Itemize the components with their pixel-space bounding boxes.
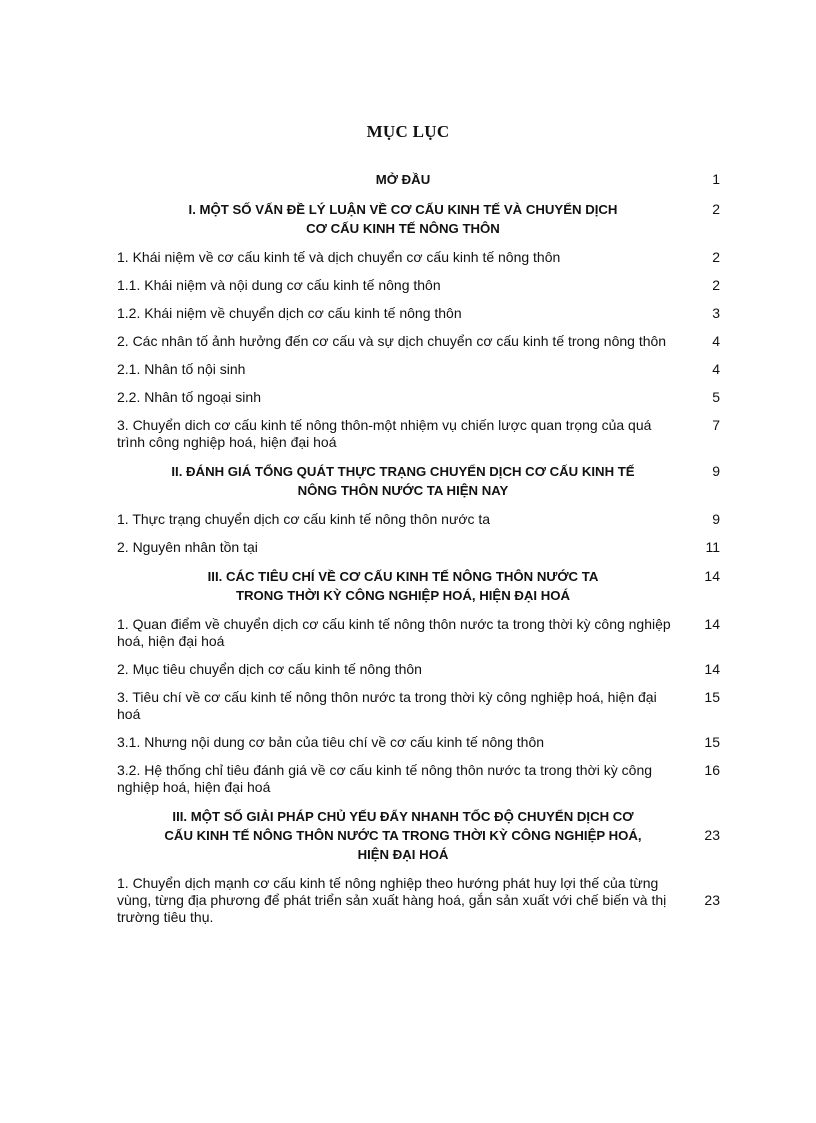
toc-entry-text: 1. Thực trạng chuyển dịch cơ cấu kinh tế nông thôn nước ta xyxy=(117,511,491,527)
toc-entry[interactable] xyxy=(117,807,732,864)
toc-heading-line: III. CÁC TIÊU CHÍ VỀ CƠ CẤU KINH TẾ NÔNG THÔN NƯỚC TA xyxy=(207,569,599,584)
page-title: MỤC LỤC xyxy=(366,122,450,141)
toc-entry-text: 1.2. Khái niệm về chuyển dịch cơ cấu kinh tế nông thôn xyxy=(117,305,462,321)
toc-entry-text: 3. Chuyển dich cơ cấu kinh tế nông thôn-một nhiệm vụ chiến lược quan trọng của quá trình công nghiệp hoá, hiện đại hoá xyxy=(117,417,652,450)
toc-entry[interactable] xyxy=(117,462,732,500)
toc-entry-text: MỞ ĐẦU xyxy=(375,172,431,187)
toc-heading-line: III. MỘT SỐ GIẢI PHÁP CHỦ YẾU ĐẨY NHANH TỐC ĐỘ CHUYỂN DỊCH CƠ xyxy=(172,809,634,824)
toc-entry[interactable] xyxy=(117,170,732,189)
toc-entry[interactable] xyxy=(117,277,732,294)
toc-entry-page: 16 xyxy=(704,762,720,778)
toc-entry-page: 15 xyxy=(704,689,720,705)
toc-entry-text: 3.2. Hệ thống chỉ tiêu đánh giá về cơ cấu kinh tế nông thôn nước ta trong thời kỳ công nghiệp hoá, hiện đại hoá xyxy=(117,762,653,795)
toc-entry-page: 23 xyxy=(704,892,720,908)
toc-entry[interactable] xyxy=(117,875,732,926)
toc-entry-page: 2 xyxy=(712,249,720,265)
toc-entry-page: 23 xyxy=(704,827,720,843)
toc-entry-text xyxy=(117,462,677,500)
toc-entry-text xyxy=(117,567,677,605)
toc-heading-line: CẤU KINH TẾ NÔNG THÔN NƯỚC TA TRONG THỜI KỲ CÔNG NGHIỆP HOÁ, xyxy=(164,828,642,843)
toc-entry-text: 2. Các nhân tố ảnh hưởng đến cơ cấu và sự dịch chuyển cơ cấu kinh tế trong nông thôn xyxy=(117,333,667,349)
toc-entry-page: 5 xyxy=(712,389,720,405)
toc-entry-page: 15 xyxy=(704,734,720,750)
toc-entry-page: 1 xyxy=(712,171,720,187)
toc-entry[interactable] xyxy=(117,762,732,796)
toc-entry[interactable] xyxy=(117,734,732,751)
toc-entry[interactable] xyxy=(117,333,732,350)
toc-entry-page: 4 xyxy=(712,333,720,349)
toc-heading-line: II. ĐÁNH GIÁ TỔNG QUÁT THỰC TRẠNG CHUYỂN DỊCH CƠ CẤU KINH TẾ xyxy=(171,464,635,479)
toc-entry-page: 11 xyxy=(705,539,720,555)
toc-heading-line: CƠ CẤU KINH TẾ NÔNG THÔN xyxy=(306,221,500,236)
toc-heading-line: I. MỘT SỐ VẤN ĐỀ LÝ LUẬN VỀ CƠ CẤU KINH TẾ VÀ CHUYỂN DỊCH xyxy=(188,202,618,217)
toc-entry-page: 14 xyxy=(704,661,720,677)
toc-entry-page: 7 xyxy=(712,417,720,433)
toc-entry[interactable] xyxy=(117,200,732,238)
toc-entry-text: 1. Chuyển dịch mạnh cơ cấu kinh tế nông nghiệp theo hướng phát huy lợi thế của từng vùng, từng địa phương để phát triển sản xuất hàng hoá, gắn sản xuất với chế biến và thị trường tiêu thụ. xyxy=(117,875,667,925)
toc-entry[interactable] xyxy=(117,511,732,528)
toc-entry-page: 9 xyxy=(712,463,720,479)
toc-entry-text: 2.2. Nhân tố ngoại sinh xyxy=(117,389,261,405)
toc-entry[interactable] xyxy=(117,305,732,322)
toc-entry-page: 9 xyxy=(712,511,720,527)
toc-entry[interactable] xyxy=(117,249,732,266)
toc-entry-text: 1.1. Khái niệm và nội dung cơ cấu kinh tế nông thôn xyxy=(117,277,441,293)
toc-entry-page: 2 xyxy=(712,277,720,293)
toc-heading-line: HIỆN ĐẠI HOÁ xyxy=(357,847,449,862)
toc-entry[interactable] xyxy=(117,389,732,406)
toc-entry[interactable] xyxy=(117,361,732,378)
toc-entry[interactable] xyxy=(117,616,732,650)
toc-entry-page: 4 xyxy=(712,361,720,377)
toc-entry-page: 2 xyxy=(712,201,720,217)
toc-entry-text xyxy=(117,807,677,864)
toc-entry-text: 2. Nguyên nhân tồn tại xyxy=(117,539,258,555)
toc-entry[interactable] xyxy=(117,661,732,678)
table-of-contents xyxy=(117,170,732,937)
toc-entry-page: 14 xyxy=(704,568,720,584)
toc-entry-text: 2. Mục tiêu chuyển dịch cơ cấu kinh tế nông thôn xyxy=(117,661,422,677)
toc-entry-text: 1. Khái niệm về cơ cấu kinh tế và dịch chuyển cơ cấu kinh tế nông thôn xyxy=(117,249,561,265)
toc-entry-page: 3 xyxy=(712,305,720,321)
toc-entry[interactable] xyxy=(117,417,732,451)
toc-heading-line: TRONG THỜI KỲ CÔNG NGHIỆP HOÁ, HIỆN ĐẠI HOÁ xyxy=(235,588,571,603)
toc-entry[interactable] xyxy=(117,567,732,605)
toc-entry-text xyxy=(117,200,677,238)
toc-heading-line: NÔNG THÔN NƯỚC TA HIỆN NAY xyxy=(297,483,509,498)
toc-entry[interactable] xyxy=(117,689,732,723)
toc-entry-text: 3.1. Nhưng nội dung cơ bản của tiêu chí về cơ cấu kinh tế nông thôn xyxy=(117,734,545,750)
toc-entry-text: 2.1. Nhân tố nội sinh xyxy=(117,361,246,377)
toc-entry-text: 3. Tiêu chí về cơ cấu kinh tế nông thôn nước ta trong thời kỳ công nghiệp hoá, hiện đại hoá xyxy=(117,689,657,722)
toc-entry[interactable] xyxy=(117,539,732,556)
toc-entry-text: 1. Quan điểm về chuyển dịch cơ cấu kinh tế nông thôn nước ta trong thời kỳ công nghiệp hoá, hiện đại hoá xyxy=(117,616,671,649)
toc-entry-page: 14 xyxy=(704,616,720,632)
